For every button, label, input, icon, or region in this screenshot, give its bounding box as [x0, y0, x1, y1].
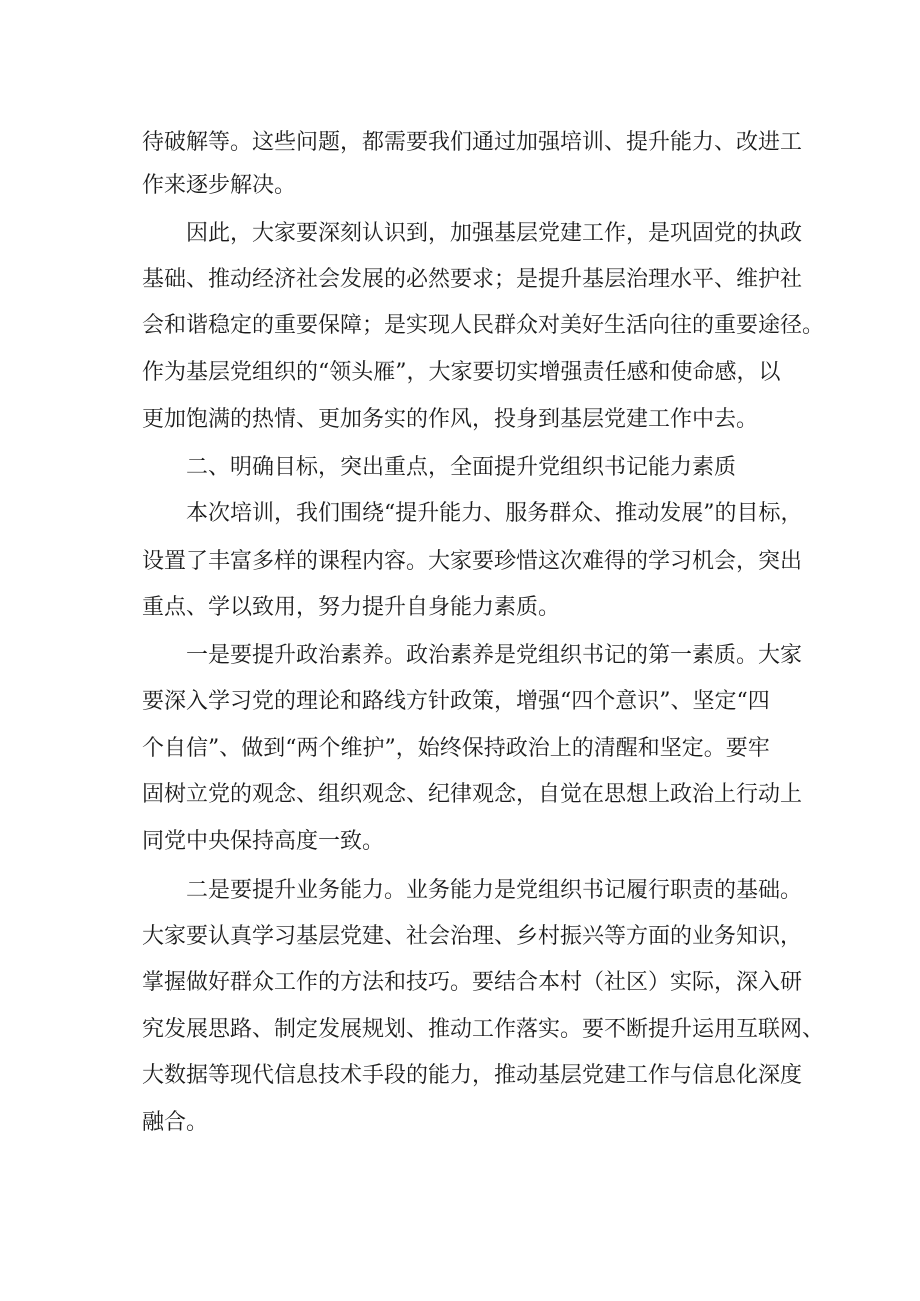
text-line: 待破解等。这些问题，都需要我们通过加强培训、提升能力、改进工 [142, 130, 803, 155]
text-line: 究发展思路、制定发展规划、推动工作落实。要不断提升运用互联网、 [142, 1017, 825, 1042]
text-line: 重点、学以致用，努力提升自身能力素质。 [142, 595, 561, 620]
text-line: 同党中央保持高度一致。 [142, 829, 385, 854]
text-line: 掌握做好群众工作的方法和技巧。要结合本村（社区）实际，深入研 [142, 970, 803, 995]
text-line: 更加饱满的热情、更加务实的作风，投身到基层党建工作中去。 [142, 407, 759, 432]
text-line: 因此，大家要深刻认识到，加强基层党建工作，是巩固党的执政 [186, 221, 803, 246]
text-line: 一是要提升政治素养。政治素养是党组织书记的第一素质。大家 [186, 643, 803, 668]
text-line: 二是要提升业务能力。业务能力是党组织书记履行职责的基础。 [186, 878, 803, 903]
text-line: 固树立党的观念、组织观念、纪律观念，自觉在思想上政治上行动上 [142, 782, 803, 807]
text-line: 基础、推动经济社会发展的必然要求；是提升基层治理水平、维护社 [142, 267, 803, 292]
text-line: 大数据等现代信息技术手段的能力，推动基层党建工作与信息化深度 [142, 1063, 803, 1088]
text-line: 个自信”、做到“两个维护”，始终保持政治上的清醒和坚定。要牢 [142, 736, 770, 761]
text-line: 设置了丰富多样的课程内容。大家要珍惜这次难得的学习机会，突出 [142, 549, 803, 574]
text-line: 作来逐步解决。 [142, 173, 297, 198]
section-heading: 二、明确目标，突出重点，全面提升党组织书记能力素质 [186, 455, 737, 480]
text-line: 融合。 [142, 1110, 209, 1135]
text-line: 要深入学习党的理论和路线方针政策，增强“四个意识”、坚定“四 [142, 689, 770, 714]
text-line: 会和谐稳定的重要保障；是实现人民群众对美好生活向往的重要途径。 [142, 313, 825, 338]
text-line: 作为基层党组织的“领头雁”，大家要切实增强责任感和使命感，以 [142, 360, 781, 385]
text-line: 大家要认真学习基层党建、社会治理、乡村振兴等方面的业务知识， [142, 924, 803, 949]
text-line: 本次培训，我们围绕“提升能力、服务群众、推动发展”的目标， [186, 501, 803, 526]
